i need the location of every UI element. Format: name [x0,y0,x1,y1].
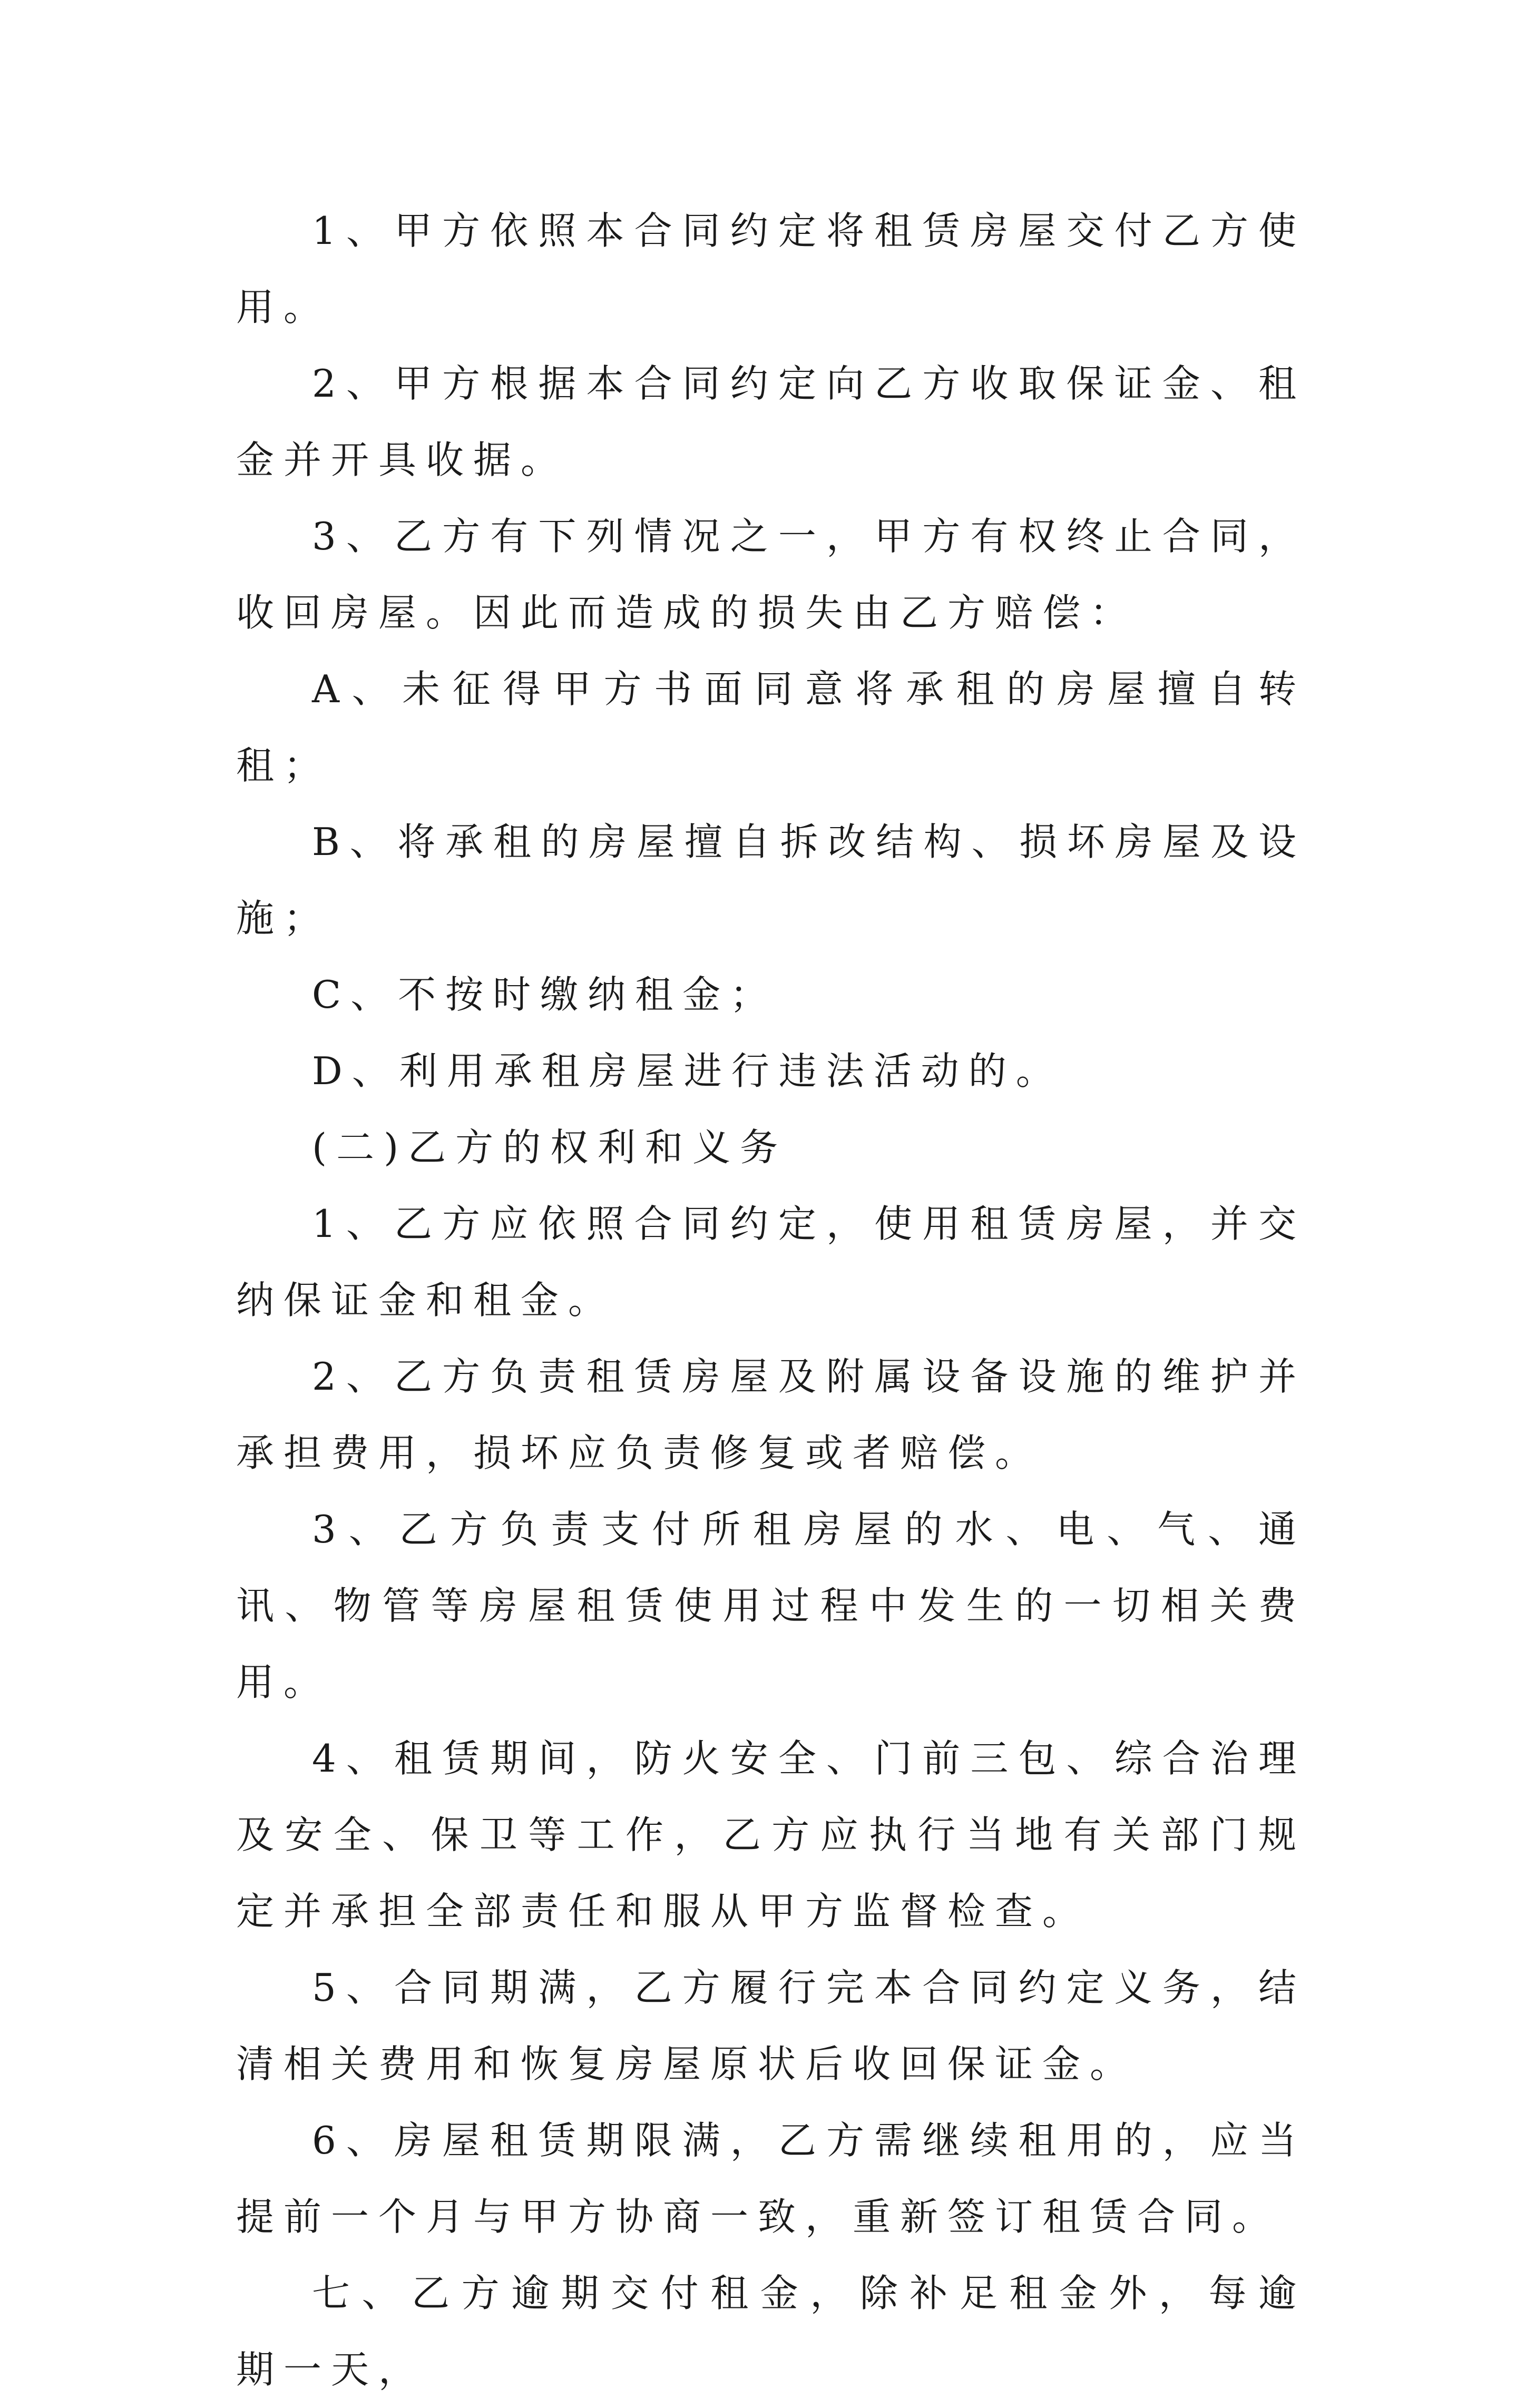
section-heading: (二)乙方的权利和义务 [312,1125,788,1169]
paragraph: 5、合同期满，乙方履行完本合同约定义务，结清相关费用和恢复房屋原状后收回保证金。 [236,1965,1306,2086]
paragraph: C、不按时缴纳租金； [312,972,778,1017]
paragraph: 2、乙方负责租赁房屋及附属设备设施的维护并承担费用，损坏应负责修复或者赔偿。 [236,1354,1306,1475]
paragraph: 1、甲方依照本合同约定将租赁房屋交付乙方使用。 [236,209,1306,329]
paragraph: 3、乙方负责支付所租房屋的水、电、气、通讯、物管等房屋租赁使用过程中发生的一切相关费用。 [236,1507,1306,1704]
paragraph: 4、租赁期间，防火安全、门前三包、综合治理及安全、保卫等工作，乙方应执行当地有关部门规定并承担全部责任和服从甲方监督检查。 [236,1736,1306,1933]
paragraph: 2、甲方根据本合同约定向乙方收取保证金、租金并开具收据。 [236,361,1306,482]
paragraph: D、利用承租房屋进行违法活动的。 [312,1049,1063,1093]
paragraph: A、未征得甲方书面同意将承租的房屋擅自转租； [236,667,1306,788]
paragraph: 七、乙方逾期交付租金，除补足租金外，每逾期一天， [236,2271,1306,2392]
paragraph: 1、乙方应依照合同约定，使用租赁房屋，并交纳保证金和租金。 [236,1202,1306,1322]
paragraph: B、将承租的房屋擅自拆改结构、损坏房屋及设施； [236,820,1306,940]
paragraph: 3、乙方有下列情况之一，甲方有权终止合同，收回房屋。因此而造成的损失由乙方赔偿： [236,514,1306,635]
paragraph: 6、房屋租赁期限满，乙方需继续租用的，应当提前一个月与甲方协商一致，重新签订租赁合同。 [236,2118,1306,2239]
document-body [236,193,1306,2408]
